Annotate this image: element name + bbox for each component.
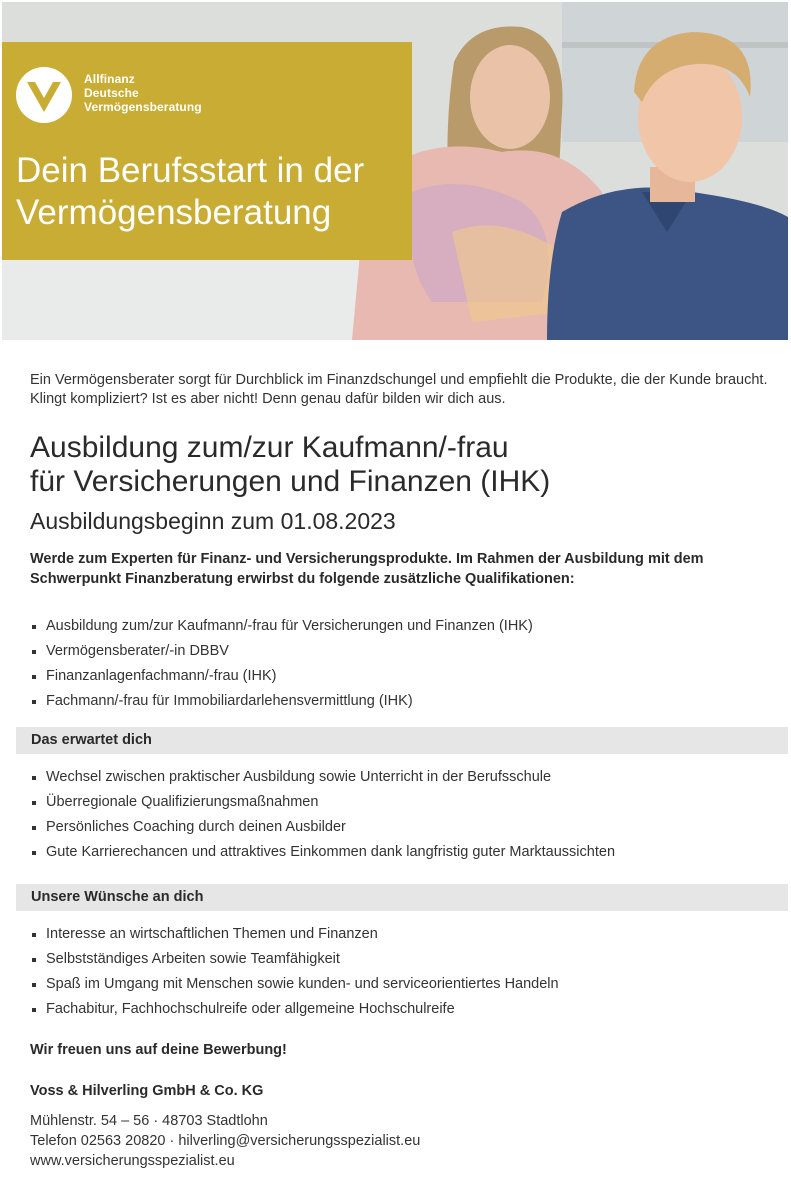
intro-text: Ein Vermögensberater sorgt für Durchblick im Finanzdschungel und empfiehlt die Produkte, die der Kunde braucht. Klingt kompliziert? Ist es aber nicht! Denn genau dafür bilden wir dich aus. xyxy=(30,372,768,407)
section-header-expect xyxy=(16,727,788,754)
section-header-wishes xyxy=(16,884,788,911)
list-item: Spaß im Umgang mit Menschen sowie kunden- und serviceorientiertes Handeln xyxy=(30,975,559,994)
logo-wordmark xyxy=(84,72,202,114)
company-name: Voss & Hilverling GmbH & Co. KG xyxy=(30,1083,264,1099)
closing-text: Wir freuen uns auf deine Bewerbung! xyxy=(30,1042,287,1058)
lead-text: Werde zum Experten für Finanz- und Versicherungsprodukte. Im Rahmen der Ausbildung mit dem Schwerpunkt Finanzberatung erwirbst du folgende zusätzliche Qualifikationen: xyxy=(30,551,704,587)
section-title: Das erwartet dich xyxy=(31,732,152,748)
hero-title-line: Vermögensberatung xyxy=(16,193,332,232)
list-item: Persönliches Coaching durch deinen Ausbilder xyxy=(30,818,615,837)
wishes-list xyxy=(30,925,559,1025)
job-title-line: Ausbildung zum/zur Kaufmann/-frau xyxy=(30,431,509,464)
logo-line: Deutsche xyxy=(84,86,139,100)
list-item: Fachabitur, Fachhochschulreife oder allgemeine Hochschulreife xyxy=(30,1000,559,1019)
start-date: Ausbildungsbeginn zum 01.08.2023 xyxy=(30,508,396,534)
dvag-logo xyxy=(15,66,73,124)
list-item: Wechsel zwischen praktischer Ausbildung sowie Unterricht in der Berufsschule xyxy=(30,768,615,787)
hero-title-line: Dein Berufsstart in der xyxy=(16,151,365,190)
list-item: Überregionale Qualifizierungsmaßnahmen xyxy=(30,793,615,812)
list-item: Finanzanlagenfachmann/-frau (IHK) xyxy=(30,667,533,686)
hero-title xyxy=(16,150,364,234)
main-content xyxy=(30,371,770,589)
company-address: Mühlenstr. 54 – 56 · 48703 Stadtlohn xyxy=(30,1113,268,1129)
list-item: Ausbildung zum/zur Kaufmann/-frau für Versicherungen und Finanzen (IHK) xyxy=(30,617,533,636)
list-item: Gute Karrierechancen und attraktives Einkommen dank langfristig guter Marktaussichten xyxy=(30,843,615,862)
job-title xyxy=(30,431,770,499)
company-phone-email[interactable]: Telefon 02563 20820 · hilverling@versicherungsspezialist.eu xyxy=(30,1133,421,1149)
list-item: Selbstständiges Arbeiten sowie Teamfähigkeit xyxy=(30,950,559,969)
company-website-link[interactable]: www.versicherungsspezialist.eu xyxy=(30,1153,235,1169)
logo-line: Vermögensberatung xyxy=(84,100,202,114)
logo-line: Allfinanz xyxy=(84,72,135,86)
list-item: Fachmann/-frau für Immobiliardarlehensvermittlung (IHK) xyxy=(30,692,533,711)
list-item: Vermögensberater/-in DBBV xyxy=(30,642,533,661)
qualifications-list xyxy=(30,617,533,717)
section-title: Unsere Wünsche an dich xyxy=(31,889,204,905)
job-title-line: für Versicherungen und Finanzen (IHK) xyxy=(30,465,551,498)
expect-list xyxy=(30,768,615,868)
list-item: Interesse an wirtschaftlichen Themen und Finanzen xyxy=(30,925,559,944)
